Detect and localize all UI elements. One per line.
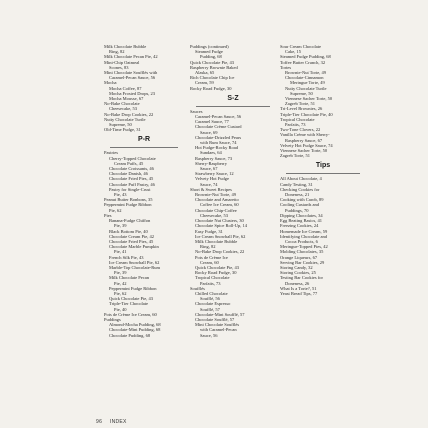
index-subentry: Chocolate Espresso: [195, 301, 231, 307]
index-entry: Puddings: [104, 316, 121, 322]
index-entry: Tropical Chocolate: [280, 116, 315, 122]
index-subentry: Strawberry Sauce, 12: [195, 171, 234, 177]
index-subentry: Soufflé, 56: [200, 296, 220, 302]
index-subentry: Easy Fudge, 31: [195, 228, 223, 234]
index-column-2: [190, 44, 276, 338]
index-entry: Milk Chocolate Bubble: [104, 44, 147, 49]
index-entry: Sauces: [190, 108, 203, 114]
index-entry: Cooking with Carob, 89: [280, 197, 324, 203]
index-subentry: Chocolate Danish, 46: [109, 171, 148, 177]
index-subentry: Pie, 42: [114, 280, 127, 286]
index-subentry: with Caramel-Pecan: [200, 327, 237, 333]
index-subentry: Zagreb Torte, 51: [285, 101, 315, 107]
index-entry: No-Bake Chocolate: [104, 101, 140, 107]
index-subentry: Sauce, 67: [200, 166, 218, 172]
index-entry: Serving Bar Cookies, 29: [280, 259, 325, 265]
index-subentry: Almond-Mocha Pudding, 68: [109, 322, 161, 328]
index-subentry: Chocolate Marble Pumpkin: [109, 244, 159, 250]
index-entry: Nutty Chocolate Turtle: [104, 116, 146, 122]
index-entry: Steamed Fudge Pudding, 68: [280, 54, 331, 60]
index-subentry: Milk Chocolate Bubble: [195, 238, 238, 244]
section-divider: [196, 106, 270, 107]
index-entry: Pastries: [104, 150, 118, 156]
index-subentry: Cream, 60: [200, 259, 219, 265]
section-divider: [110, 147, 178, 148]
index-subentry: Steamed Fudge: [195, 49, 223, 55]
index-entry: Vanilla Crème with Sherry-: [280, 132, 330, 138]
index-entry: No-Bake Drop Cookies, 22: [104, 111, 154, 117]
index-entry: Zagreb Torte, 51: [280, 153, 310, 159]
index-subentry: Meringue Torte, 49: [290, 80, 325, 86]
index-entry: Mini Chocolate Soufflés with: [104, 70, 158, 76]
index-subentry: Mocha Frosted Drops, 23: [109, 90, 155, 96]
index-entry: Orange Liqueurs, 67: [280, 254, 318, 260]
index-subentry: Chocolate Soufflé, 57: [195, 316, 235, 322]
index-subentry: Quick Chocolate Pie, 43: [195, 264, 239, 270]
index-subentry: Supreme, 50: [109, 122, 132, 128]
index-entry: Egg Beating Basics, 41: [280, 218, 322, 224]
index-entry: Puddings (continued): [190, 44, 229, 49]
index-entry: Storing Cookies, 25: [280, 270, 316, 276]
index-subentry: Pie, 40: [114, 306, 127, 312]
index-subentry: Cherry-Topped Chocolate: [109, 155, 156, 161]
index-subentry: Brownie-Nut Torte, 49: [195, 192, 236, 198]
index-subentry: Peppermint Fudge Ribbon: [109, 285, 157, 291]
index-subentry: Ring, 82: [109, 49, 125, 55]
index-subentry: Alaska, 65: [195, 70, 215, 76]
index-subentry: Triple-Tier Chocolate: [109, 301, 149, 307]
index-entry: What Is a Torte?, 51: [280, 285, 317, 291]
index-subentry: Chocolate Pudding, 68: [109, 332, 151, 338]
index-subentry: Sauce, 56: [200, 332, 218, 338]
index-entry: Identifying Chocolate and: [280, 233, 327, 239]
index-subentry: Cocoa Products, 6: [285, 238, 318, 244]
index-subentry: Sherry-Raspberry: [195, 160, 227, 166]
index-subentry: Chocolate Spice Roll-Up, 14: [195, 223, 247, 229]
index-subentry: Chocolate Puff Pastry, 46: [109, 181, 155, 187]
index-subentry: Parfaits, 73: [285, 122, 306, 128]
section-divider: [286, 173, 360, 174]
index-entry: Tri-Level Brownies, 26: [280, 106, 323, 112]
index-entry: Pots de Crème Ice Cream, 60: [104, 311, 157, 317]
section-label: INDEX: [109, 419, 127, 425]
section-heading: Tips: [315, 162, 331, 170]
index-subentry: Doneness, 21: [285, 192, 310, 198]
index-entry: Meringue-Topped Pies, 42: [280, 244, 328, 250]
index-subentry: Chocolate Fried Pies, 45: [109, 238, 154, 244]
index-entry: Tortes: [280, 64, 292, 70]
section-heading: S-Z: [227, 94, 239, 102]
index-entry: Old-Time Fudge, 31: [104, 127, 141, 133]
index-subentry: French Silk Pie, 43: [109, 254, 144, 260]
index-entry: Mini-Chip Oatmeal: [104, 59, 140, 65]
index-entry: Mocha: [104, 80, 117, 86]
index-subentry: Ice Cream Snowball Pie, 62: [195, 233, 246, 239]
index-entry: Quick Chocolate Pie, 43: [190, 59, 234, 65]
index-entry: Peppermint Fudge Ribbon: [104, 202, 152, 208]
index-subentry: Nutty Chocolate Turtle: [285, 85, 327, 91]
index-subentry: Rocky Road Fudge, 30: [195, 270, 237, 276]
index-subentry: Chocolate and Amaretto: [195, 197, 239, 203]
index-entry: Testing Bar Cookies for: [280, 275, 324, 281]
index-subentry: Raspberry Sauce, 67: [285, 137, 323, 143]
index-subentry: Caramel-Pecan Sauce, 56: [109, 75, 156, 81]
index-subentry: Soufflé, 57: [200, 306, 220, 312]
index-subentry: Chilled Chocolate: [195, 290, 228, 296]
section-heading: P-R: [137, 136, 151, 144]
index-subentry: with Rum Sauce, 74: [200, 140, 237, 146]
index-entry: Milk Chocolate Pecan Pie, 42: [104, 54, 158, 60]
index-subentry: Pots de Crème Ice: [195, 254, 228, 260]
index-entry: Candy Testing, 31: [280, 181, 313, 187]
index-entry: Short & Sweet Recipes: [190, 186, 232, 192]
index-entry: Dipping Chocolates, 34: [280, 212, 323, 218]
index-entry: Velvety Hot Fudge Sauce, 74: [280, 142, 333, 148]
index-entry: Raspberry Brownie Baked: [190, 64, 238, 70]
index-subentry: Coffee Ice Cream, 60: [200, 202, 239, 208]
index-subentry: Pie, 62: [114, 290, 127, 296]
index-subentry: Hot Fudge-Rocky Road: [195, 145, 238, 151]
index-entry: Two-Tone Clovers, 22: [280, 127, 321, 133]
index-subentry: Chocolate Cream Pie, 42: [109, 233, 154, 239]
index-subentry: Pie, 41: [114, 249, 127, 255]
index-subentry: Raspberry Sauce, 73: [195, 155, 233, 161]
index-entry: Soufflés: [190, 285, 205, 291]
index-subentry: Sundaes, 64: [200, 150, 222, 156]
index-subentry: Chocolate-Mint Pudding, 68: [109, 327, 161, 333]
index-subentry: Pie, 62: [109, 207, 122, 213]
index-subentry: Chocolate Nut Clusters, 30: [195, 218, 244, 224]
index-column-3: [280, 44, 366, 296]
index-subentry: Velvety Hot Fudge: [195, 176, 229, 182]
index-entry: All About Chocolate, 4: [280, 176, 322, 182]
index-subentry: Chocolate Crème Custard: [195, 124, 242, 130]
index-subentry: Doneness, 26: [285, 280, 310, 286]
index-entry: Sour Cream Chocolate: [280, 44, 321, 49]
index-entry: Pies: [104, 212, 112, 218]
index-subentry: Cake, 15: [285, 49, 301, 55]
index-subentry: No-Bake Drop Cookies, 22: [195, 249, 245, 255]
index-entry: Freezing Cookies, 24: [280, 223, 319, 229]
index-subentry: Cheesecake, 53: [200, 212, 228, 218]
index-subentry: Cream Puffs, 45: [114, 160, 144, 166]
index-entry: Yeast Bread Tips, 77: [280, 290, 318, 296]
index-entry: Viennese Sacher Torte, 50: [280, 148, 328, 154]
index-subentry: Brownie-Nut Torte, 49: [285, 70, 326, 76]
index-entry: Molding Chocolates, 35: [280, 249, 324, 255]
index-subentry: Pudding, 68: [200, 54, 222, 60]
index-subentry: Mini Chocolate Soufflés: [195, 322, 240, 328]
index-subentry: Milk Chocolate Pecan: [109, 275, 149, 281]
index-subentry: Caramel-Pecan Sauce, 56: [195, 114, 242, 120]
index-subentry: Scones, 83: [109, 64, 129, 70]
index-subentry: Pie, 43: [114, 192, 127, 198]
index-subentry: Ring, 82: [200, 244, 216, 250]
page-number: 96: [96, 419, 103, 425]
index-subentry: Puddings, 70: [285, 207, 309, 213]
index-subentry: Chocolate-Drizzled Pears: [195, 134, 242, 140]
index-subentry: Pastry for Single-Crust: [109, 186, 151, 192]
index-subentry: Supreme, 50: [290, 90, 313, 96]
index-column-1: [104, 44, 184, 338]
index-subentry: Cream, 59: [195, 80, 214, 86]
index-entry: Rich Chocolate Chip Ice: [190, 75, 235, 81]
index-subentry: Parfaits, 73: [200, 280, 221, 286]
index-subentry: Quick Chocolate Pie, 43: [109, 296, 153, 302]
page-footer: [96, 419, 133, 425]
index-subentry: Mocha Coffee, 87: [109, 85, 142, 91]
index-entry: Toffee Butter Crunch, 32: [280, 59, 326, 65]
index-entry: Homemade Ice Cream, 59: [280, 228, 328, 234]
index-subentry: Ice Cream Snowball Pie, 62: [109, 259, 160, 265]
index-subentry: Pie, 39: [114, 223, 127, 229]
index-subentry: Cheesecake, 53: [109, 106, 137, 112]
index-subentry: Sauce, 74: [200, 181, 218, 187]
index-subentry: Mocha Mousse, 67: [109, 96, 144, 102]
index-entry: Rocky Road Fudge, 30: [190, 85, 232, 91]
index-entry: Triple-Tier Chocolate Pie, 40: [280, 111, 333, 117]
index-subentry: Viennese Sacher Torte, 50: [285, 96, 333, 102]
index-subentry: Chocolate-Mint Soufflé, 57: [195, 311, 245, 317]
index-subentry: Caramel Sauce, 77: [195, 119, 229, 125]
index-subentry: Chocolate Chip-Coffee: [195, 207, 237, 213]
index-subentry: Black Bottom Pie, 40: [109, 228, 148, 234]
index-subentry: Tropical Chocolate: [195, 275, 230, 281]
index-subentry: Sauce, 69: [200, 129, 218, 135]
index-entry: Checking Cookies for: [280, 186, 320, 192]
index-entry: Peanut Butter Bonbons, 35: [104, 197, 153, 203]
index-entry: Cooling Custards and: [280, 202, 319, 208]
index-subentry: Chocolate Croissants, 46: [109, 166, 154, 172]
index-subentry: Banana-Fudge Chiffon: [109, 218, 151, 224]
index-subentry: Marble-Top Chocolate-Rum: [109, 264, 161, 270]
index-subentry: Chocolate-Cinnamon: [285, 75, 324, 81]
index-subentry: Pie, 39: [114, 270, 127, 276]
index-entry: Storing Candy, 32: [280, 264, 313, 270]
index-subentry: Chocolate Fried Pies, 45: [109, 176, 154, 182]
